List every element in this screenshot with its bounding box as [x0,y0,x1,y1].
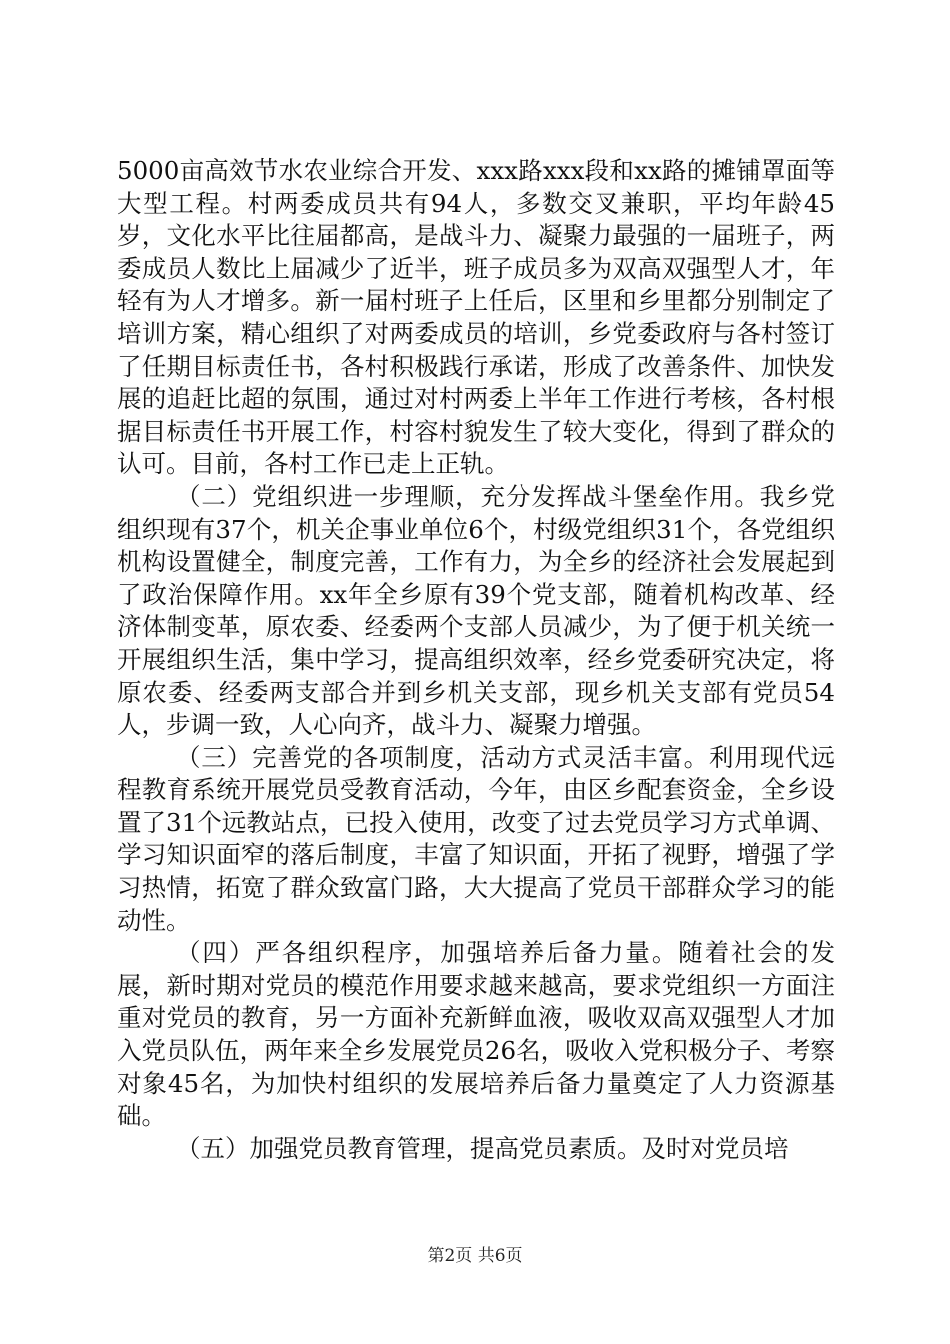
page-footer: 第2页 共6页 [427,1246,523,1266]
paragraph-section-two: （二）党组织进一步理顺，充分发挥战斗堡垒作用。我乡党组织现有37个，机关企事业单位6个，村级党组织31个，各党组织机构设置健全，制度完善，工作有力，为全乡的经济社会发展起到了政治保障作用。xx年全乡原有39个党支部，随着机构改革、经济体制变革，原农委、经委两个支部人员减少，为了便于机关统一开展组织生活，集中学习，提高组织效率，经乡党委研究决定，将原农委、经委两支部合并到乡机关支部，现乡机关支部有党员54人，步调一致，人心向齐，战斗力、凝聚力增强。 [117,481,835,740]
paragraph-section-three: （三）完善党的各项制度，活动方式灵活丰富。利用现代远程教育系统开展党员受教育活动，今年，由区乡配套资金，全乡设置了31个远教站点，已投入使用，改变了过去党员学习方式单调、学习知识面窄的落后制度，丰富了知识面，开拓了视野，增强了学习热情，拓宽了群众致富门路，大大提高了党员干部群众学习的能动性。 [117,742,835,935]
document-body [117,155,835,1165]
paragraph-continuation: 5000亩高效节水农业综合开发、xxx路xxx段和xx路的摊铺罩面等大型工程。村两委成员共有94人，多数交叉兼职，平均年龄45岁，文化水平比往届都高，是战斗力、凝聚力最强的一届班子，两委成员人数比上届减少了近半，班子成员多为双高双强型人才，年轻有为人才增多。新一届村班子上任后，区里和乡里都分别制定了培训方案，精心组织了对两委成员的培训，乡党委政府与各村签订了任期目标责任书，各村积极践行承诺，形成了改善条件、加快发展的追赶比超的氛围，通过对村两委上半年工作进行考核，各村根据目标责任书开展工作，村容村貌发生了较大变化，得到了群众的认可。目前，各村工作已走上正轨。 [117,156,835,479]
paragraph-section-five: （五）加强党员教育管理，提高党员素质。及时对党员培 [176,1133,789,1163]
paragraph-section-four: （四）严各组织程序，加强培养后备力量。随着社会的发展，新时期对党员的模范作用要求越来越高，要求党组织一方面注重对党员的教育，另一方面补充新鲜血液，吸收双高双强型人才加入党员队伍，两年来全乡发展党员26名，吸收入党积极分子、考察对象45名，为加快村组织的发展培养后备力量奠定了人力资源基础。 [117,938,835,1131]
